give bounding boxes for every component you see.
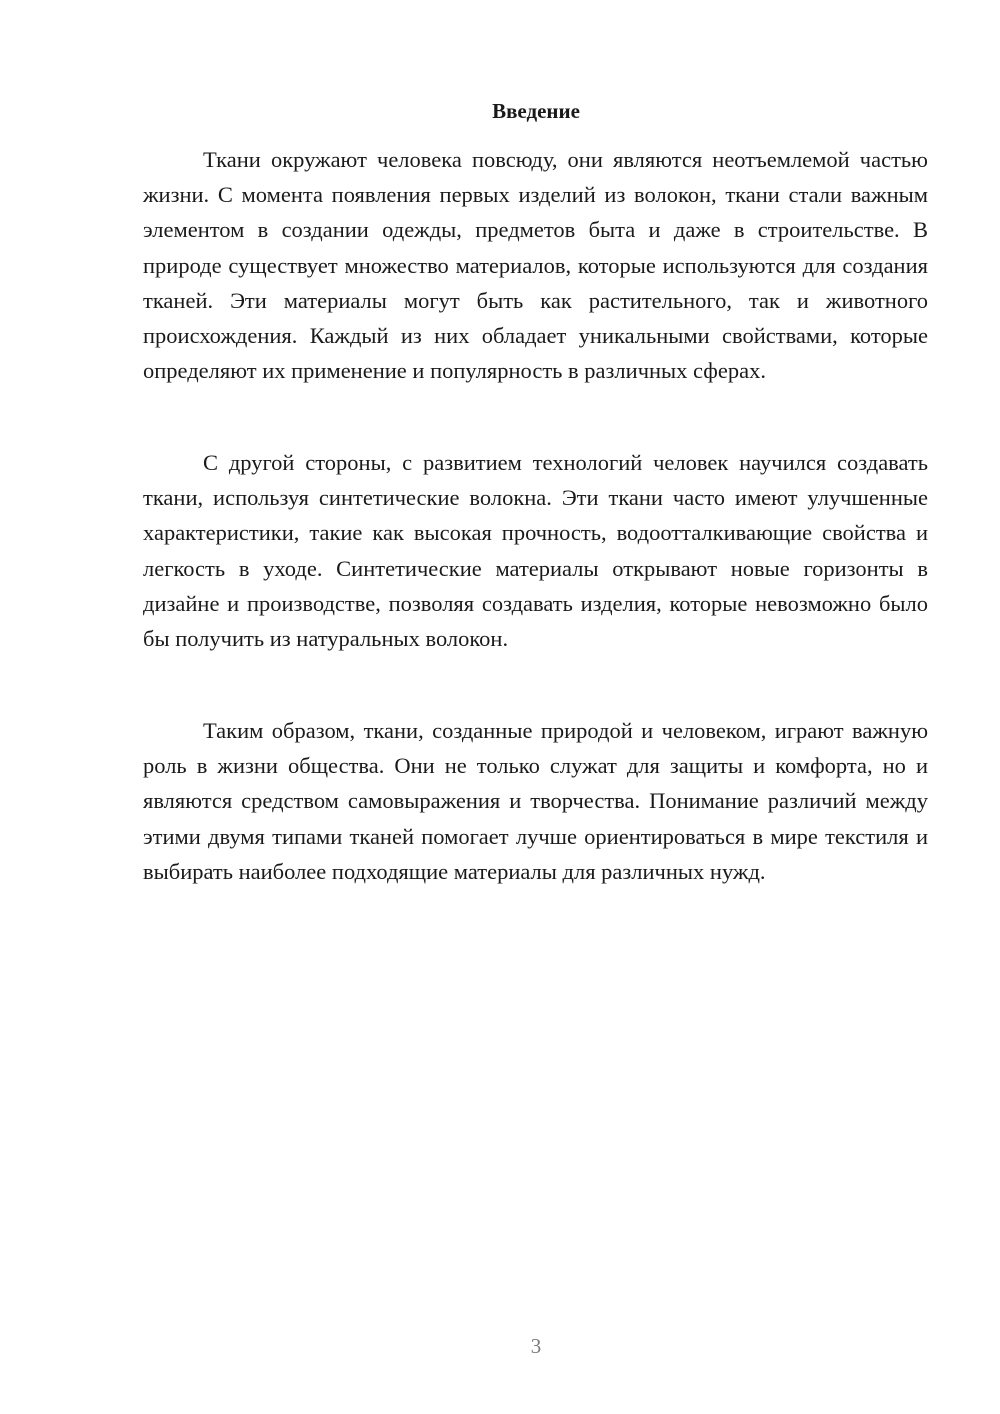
paragraph-2: С другой стороны, с развитием технологий человек научился создавать ткани, используя синтетические волокна. Эти ткани часто имеют улучшенные характеристики, такие как высокая прочность, водоотталкивающие свойства и легкость в уходе. Синтетические материалы открывают новые горизонты в дизайне и производстве, позволяя создавать изделия, которые невозможно было бы получить из натуральных волокон. — [143, 450, 928, 652]
paragraph-1: Ткани окружают человека повсюду, они являются неотъемлемой частью жизни. С момента появления первых изделий из волокон, ткани стали важным элементом в создании одежды, предметов быта и даже в строительстве. В природе существует множество материалов, которые используются для создания тканей. Эти материалы могут быть как растительного, так и животного происхождения. Каждый из них обладает уникальными свойствами, которые определяют их применение и популярность в различных сферах. — [143, 147, 928, 384]
paragraph-3: Таким образом, ткани, созданные природой и человеком, играют важную роль в жизни общества. Они не только служат для защиты и комфорта, но и являются средством самовыражения и творчества. Понимание различий между этими двумя типами тканей помогает лучше ориентироваться в мире текстиля и выбирать наиболее подходящие материалы для различных нужд. — [143, 718, 928, 884]
page-number: 3 — [530, 1334, 542, 1358]
section-title: Введение — [492, 99, 580, 123]
